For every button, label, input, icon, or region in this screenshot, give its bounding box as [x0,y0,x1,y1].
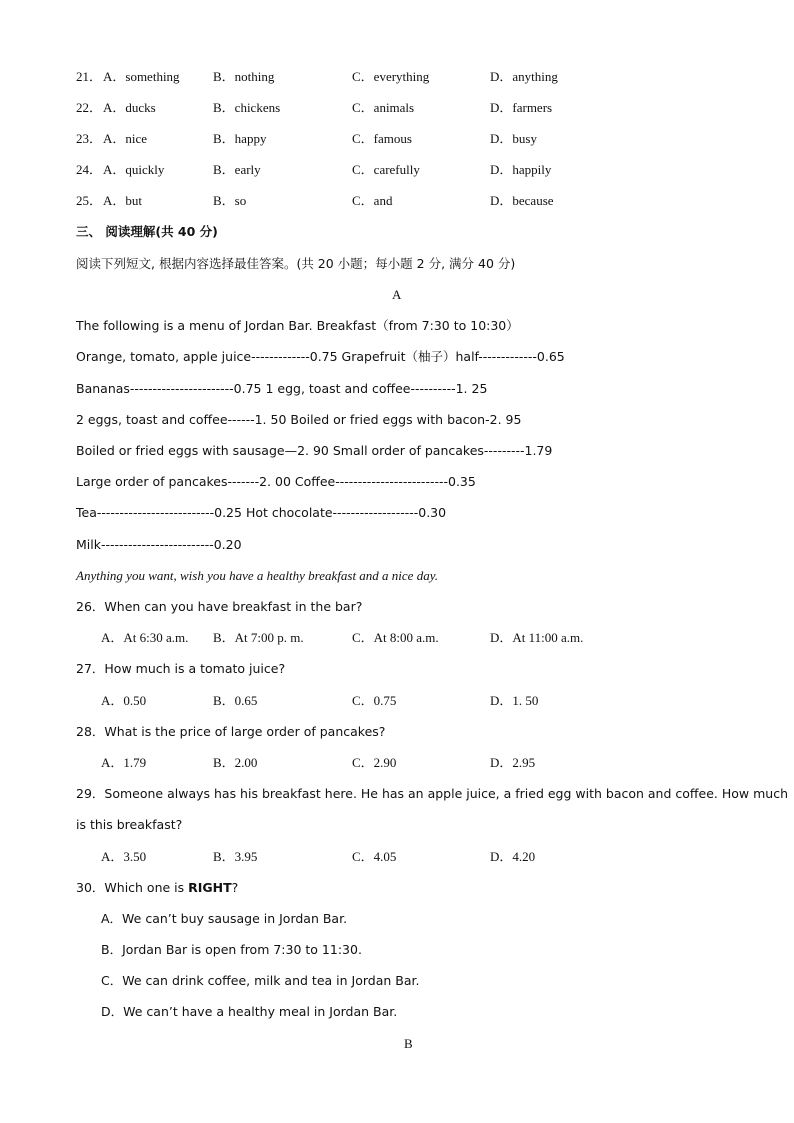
option-d: D．busy [490,131,537,146]
question-stem: 26．When can you have breakfast in the bar? [76,599,363,614]
option-a: A．ducks [103,100,156,115]
option-c: C．2.90 [352,755,397,770]
option-a: A．but [103,193,143,208]
option-b: B．happy [213,131,267,146]
option-a: A．nice [103,131,148,146]
option-b: B．nothing [213,69,275,84]
option-d: D．happily [490,162,552,177]
option-a: A．0.50 [101,693,147,708]
passage-a-label: A [392,287,402,302]
question-stem: 28．What is the price of large order of pancakes? [76,724,386,739]
menu-line: Bananas-----------------------0.75 1 egg, toast and coffee----------1. 25 [76,381,488,396]
option-b: B．so [213,193,247,208]
option-c: C．We can drink coffee, milk and tea in Jordan Bar. [101,973,420,988]
option-b: B．At 7:00 p. m. [213,630,304,645]
option-a: A．quickly [103,162,165,177]
menu-line: Orange, tomato, apple juice-------------0.75 Grapefruit（柚子）half-------------0.65 [76,349,565,364]
question-stem-prefix: 30．Which one is [76,880,189,895]
option-c: C．carefully [352,162,420,177]
option-d: D．because [490,193,554,208]
menu-line: 2 eggs, toast and coffee------1. 50 Boiled or fried eggs with bacon-2. 95 [76,412,522,427]
menu-line: Tea--------------------------0.25 Hot chocolate-------------------0.30 [76,505,447,520]
option-c: C．everything [352,69,430,84]
closing-line: Anything you want, wish you have a healthy breakfast and a nice day. [76,568,439,583]
option-b: B．0.65 [213,693,258,708]
option-c: C．0.75 [352,693,397,708]
question-stem [76,880,238,896]
option-a: A．3.50 [101,849,147,864]
option-b: B．Jordan Bar is open from 7:30 to 11:30. [101,942,362,957]
question-number: 22． [76,100,103,115]
option-a: A．something [103,69,180,84]
question-number: 23． [76,131,103,146]
question-stem-line1: 29．Someone always has his breakfast here. He has an apple juice, a fried egg with bacon and coffee. How much [76,786,788,801]
option-d: D．1. 50 [490,693,539,708]
option-b: B．3.95 [213,849,258,864]
option-c: C．famous [352,131,412,146]
question-number: 25． [76,193,103,208]
option-d: D．At 11:00 a.m. [490,630,584,645]
option-a: A．We can’t buy sausage in Jordan Bar. [101,911,348,926]
question-number: 24． [76,162,103,177]
option-a: A．1.79 [101,755,147,770]
option-c: C．At 8:00 a.m. [352,630,439,645]
option-d: D．2.95 [490,755,536,770]
menu-line: Large order of pancakes-------2. 00 Coffee-------------------------0.35 [76,474,476,489]
option-d: D．anything [490,69,558,84]
option-a: A．At 6:30 a.m. [101,630,189,645]
question-stem-suffix: ? [231,880,239,895]
option-b: B．chickens [213,100,281,115]
option-d: D．4.20 [490,849,536,864]
question-stem-line2: is this breakfast? [76,817,183,832]
menu-line: Milk-------------------------0.20 [76,537,242,552]
question-number: 21． [76,69,103,84]
option-c: C．4.05 [352,849,397,864]
option-b: B．2.00 [213,755,258,770]
menu-line: The following is a menu of Jordan Bar. Breakfast（from 7:30 to 10:30） [76,318,519,333]
passage-b-label: B [404,1036,413,1051]
question-stem-emphasis: RIGHT [188,880,232,895]
option-b: B．early [213,162,261,177]
section-instruction: 阅读下列短文, 根据内容选择最佳答案。(共 20 小题；每小题 2 分, 满分 40 分) [76,256,516,271]
question-stem: 27．How much is a tomato juice? [76,661,286,676]
menu-line: Boiled or fried eggs with sausage—2. 90 Small order of pancakes---------1.79 [76,443,553,458]
option-d: D．farmers [490,100,553,115]
option-d: D．We can’t have a healthy meal in Jordan Bar. [101,1004,398,1019]
section-heading: 三、 阅读理解(共 40 分) [76,224,218,239]
option-c: C．and [352,193,393,208]
option-c: C．animals [352,100,415,115]
